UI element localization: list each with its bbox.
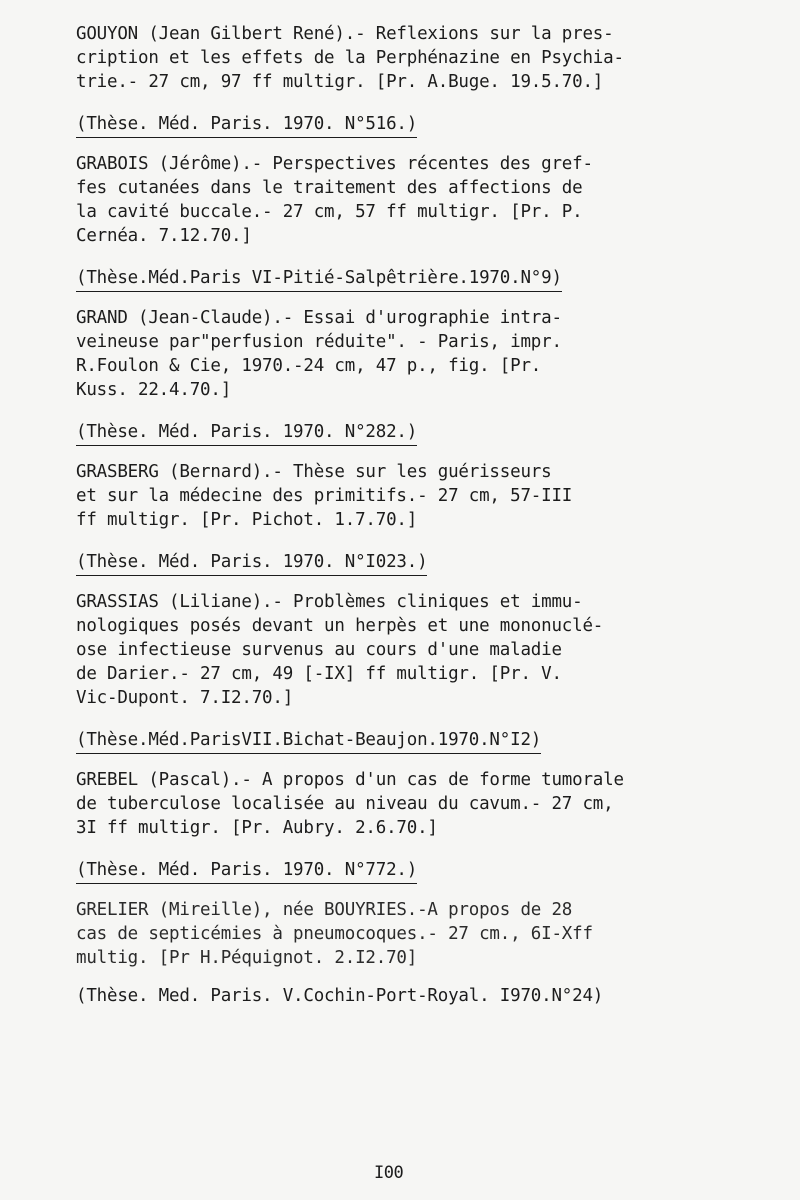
entry-line: de Darier.- 27 cm, 49 [-IX] ff multigr. [Pr. V. [76, 664, 562, 684]
thesis-reference: (Thèse. Méd. Paris. 1970. N°516.) [76, 112, 417, 138]
entry-line: GRAND (Jean-Claude).- Essai d'urographie intra- [76, 308, 562, 328]
entry-line: GRASBERG (Bernard).- Thèse sur les guérisseurs [76, 462, 552, 482]
thesis-reference: (Thèse. Med. Paris. V.Cochin-Port-Royal. I970.N°24) [76, 986, 604, 1006]
thesis-reference: (Thèse.Méd.ParisVII.Bichat-Beaujon.1970.N°I2) [76, 728, 541, 754]
entry-line: R.Foulon & Cie, 1970.-24 cm, 47 p., fig. [Pr. [76, 356, 542, 376]
entry-line: cas de septicémies à pneumocoques.- 27 cm., 6I-Xff [76, 924, 593, 944]
entry-line: GRELIER (Mireille), née BOUYRIES.-A propos de 28 [76, 900, 573, 920]
bibliography-entry [76, 460, 736, 532]
thesis-reference: (Thèse. Méd. Paris. 1970. N°I023.) [76, 550, 427, 576]
bibliography-entry [76, 22, 736, 94]
entry-line: et sur la médecine des primitifs.- 27 cm, 57-III [76, 486, 573, 506]
entry-line: GOUYON (Jean Gilbert René).- Reflexions sur la pres- [76, 24, 614, 44]
bibliography-entry [76, 768, 736, 840]
entry-line: GRABOIS (Jérôme).- Perspectives récentes des gref- [76, 154, 593, 174]
entry-line: de tuberculose localisée au niveau du cavum.- 27 cm, [76, 794, 614, 814]
bibliography-entry [76, 306, 736, 402]
entry-line: ose infectieuse survenus au cours d'une maladie [76, 640, 562, 660]
entry-line: veineuse par"perfusion réduite". - Paris, impr. [76, 332, 562, 352]
bibliography-column [76, 22, 736, 1009]
bibliography-entry [76, 152, 736, 248]
entry-line: trie.- 27 cm, 97 ff multigr. [Pr. A.Buge. 19.5.70.] [76, 72, 604, 92]
bibliography-entry [76, 590, 736, 710]
entry-line: Vic-Dupont. 7.I2.70.] [76, 688, 294, 708]
entry-line: la cavité buccale.- 27 cm, 57 ff multigr. [Pr. P. [76, 202, 583, 222]
entry-line: multig. [Pr H.Péquignot. 2.I2.70] [76, 948, 418, 968]
entry-line: 3I ff multigr. [Pr. Aubry. 2.6.70.] [76, 818, 438, 838]
entry-line: Kuss. 22.4.70.] [76, 380, 232, 400]
thesis-reference: (Thèse. Méd. Paris. 1970. N°282.) [76, 420, 417, 446]
entry-line: Cernéa. 7.12.70.] [76, 226, 252, 246]
entry-line: GREBEL (Pascal).- A propos d'un cas de forme tumorale [76, 770, 624, 790]
entry-line: fes cutanées dans le traitement des affections de [76, 178, 583, 198]
entry-line: ff multigr. [Pr. Pichot. 1.7.70.] [76, 510, 418, 530]
entry-line: GRASSIAS (Liliane).- Problèmes cliniques et immu- [76, 592, 583, 612]
thesis-reference: (Thèse.Méd.Paris VI-Pitié-Salpêtrière.1970.N°9) [76, 266, 562, 292]
thesis-reference: (Thèse. Méd. Paris. 1970. N°772.) [76, 858, 417, 884]
page-number: I00 [374, 1163, 404, 1183]
entry-line: cription et les effets de la Perphénazine en Psychia- [76, 48, 624, 68]
bibliography-entry [76, 898, 736, 970]
entry-line: nologiques posés devant un herpès et une mononuclé- [76, 616, 604, 636]
